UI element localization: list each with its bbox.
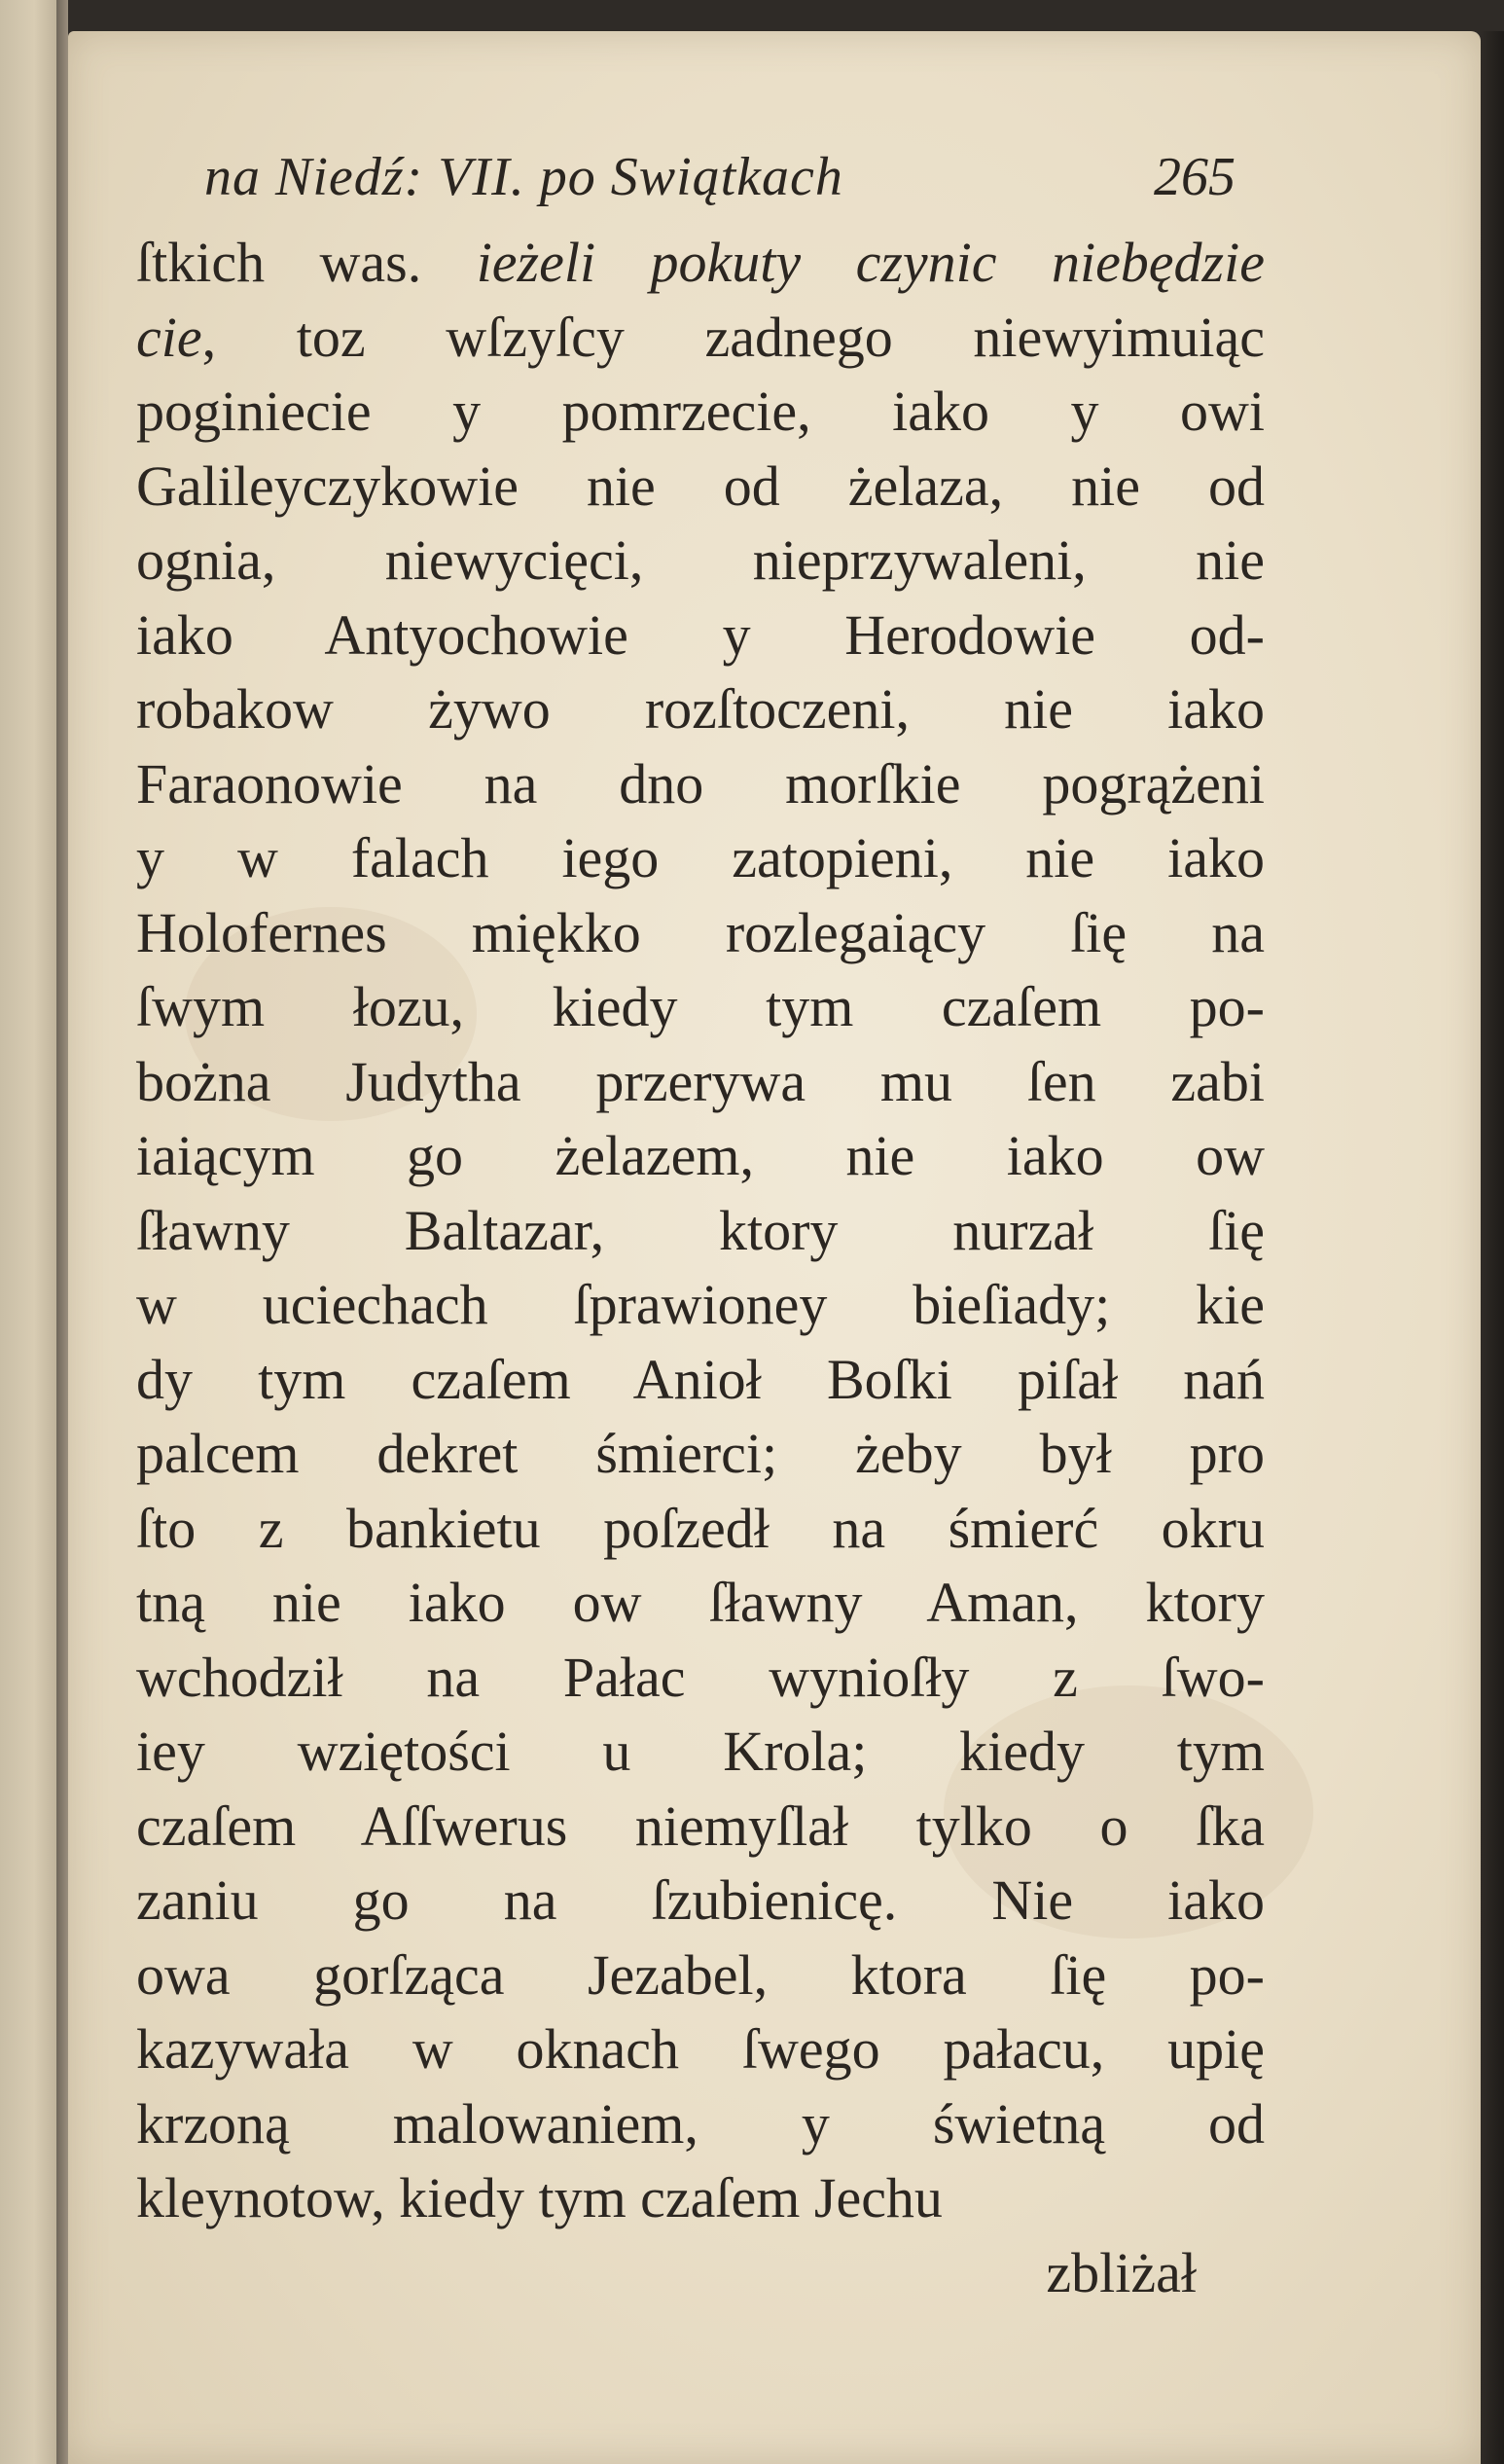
text-line <box>136 1417 1265 1492</box>
text-segment: kazywała w oknach ſwego pałacu, upię <box>136 2017 1265 2081</box>
text-segment: Holofernes miękko rozlegaiący ſię na <box>136 900 1265 964</box>
text-line <box>136 1790 1265 1865</box>
text-segment: palcem dekret śmierci; żeby był pro <box>136 1422 1265 1485</box>
text-segment: , toz wſzyſcy zadnego niewyimuiąc <box>201 305 1265 369</box>
text-segment: czaſem Aſſwerus niemyſlał tylko o ſka <box>136 1794 1265 1858</box>
text-segment: poginiecie y pomrzecie, iako y owi <box>136 380 1265 443</box>
facing-page-edge <box>0 0 62 2464</box>
text-line <box>136 1194 1265 1269</box>
text-line <box>136 1045 1265 1120</box>
text-segment: krzoną malowaniem, y świetną od <box>136 2091 1265 2156</box>
text-segment: cie <box>136 305 202 369</box>
text-segment: zaniu go na ſzubienicę. Nie iako <box>136 1868 1265 1932</box>
text-line <box>136 375 1265 450</box>
text-segment: iey wziętości u Krola; kiedy tym <box>136 1720 1265 1783</box>
book-gutter <box>56 0 68 2464</box>
text-line <box>136 1492 1265 1567</box>
text-line <box>136 896 1265 971</box>
text-segment: iaiącym go żelazem, nie iako ow <box>136 1124 1265 1187</box>
text-segment: bożna Judytha przerywa mu ſen zabi <box>136 1049 1265 1113</box>
text-line <box>136 821 1265 896</box>
text-segment: iako Antyochowie y Herodowie od- <box>136 602 1265 667</box>
text-segment: robakow żywo rozſtoczeni, nie iako <box>136 677 1265 741</box>
text-line <box>136 1566 1265 1641</box>
page-number: 265 <box>1154 147 1235 207</box>
text-segment: wchodził na Pałac wynioſły z ſwo- <box>136 1645 1265 1709</box>
text-line <box>136 747 1265 822</box>
running-head: na Niedź: VII. po Swiątkach <box>204 147 843 207</box>
text-line <box>136 1641 1265 1716</box>
text-line <box>136 1343 1265 1418</box>
text-segment: tną nie iako ow ſławny Aman, ktory <box>136 1571 1265 1634</box>
text-line <box>136 970 1265 1045</box>
text-segment: ſtkich was. <box>136 231 477 294</box>
text-segment: ieżeli pokuty czynic niebędzie <box>476 231 1265 294</box>
text-segment: w uciechach ſprawioney bieſiady; kie <box>136 1273 1265 1336</box>
text-line <box>136 1119 1265 1194</box>
text-segment: ſławny Baltazar, ktory nurzał ſię <box>136 1198 1265 1262</box>
text-line <box>136 2012 1265 2087</box>
text-line <box>136 1939 1265 2013</box>
text-line <box>136 672 1265 747</box>
text-line <box>136 1268 1265 1343</box>
text-segment: dy tym czaſem Anioł Boſki piſał nań <box>136 1347 1265 1411</box>
text-line <box>136 524 1265 598</box>
text-line <box>136 301 1265 376</box>
page-edge-shadow <box>1481 31 1504 2464</box>
text-segment: y w falach iego zatopieni, nie iako <box>136 826 1265 889</box>
text-segment: Galileyczykowie nie od żelaza, nie od <box>136 453 1265 518</box>
text-line <box>136 598 1265 673</box>
catchword: zbliżał <box>1046 2240 1197 2304</box>
text-line <box>136 1715 1265 1790</box>
text-segment: Faraonowie na dno morſkie pogrążeni <box>136 751 1265 815</box>
text-segment: ſto z bankietu poſzedł na śmierć okru <box>136 1496 1265 1560</box>
page-header <box>204 146 1235 224</box>
text-line <box>136 2087 1265 2162</box>
text-line <box>136 226 1265 301</box>
text-segment: owa gorſząca Jezabel, ktora ſię po- <box>136 1942 1265 2007</box>
text-segment: kleynotow, kiedy tym czaſem Jechu <box>136 2166 943 2229</box>
text-line <box>136 450 1265 525</box>
text-line <box>136 2161 1265 2236</box>
text-line <box>136 1864 1265 1939</box>
body-text <box>136 226 1265 2310</box>
text-segment: ſwym łozu, kiedy tym czaſem po- <box>136 975 1265 1038</box>
text-segment: ognia, niewycięci, nieprzywaleni, nie <box>136 528 1265 592</box>
